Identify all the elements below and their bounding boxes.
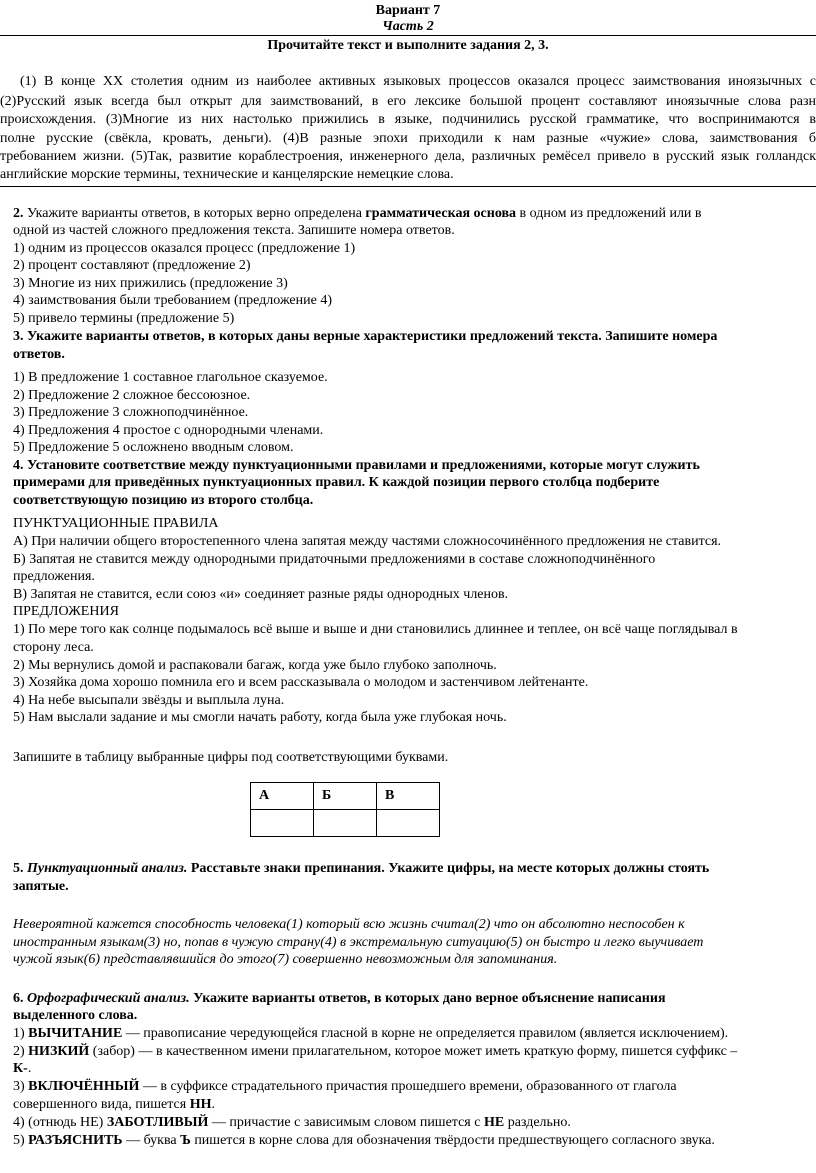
sentence-5: 5) Нам выслали задание и мы смогли начать работу, когда была уже глубокая ночь.: [13, 710, 507, 725]
task-6-option-4-text: — причастие с зависимым словом пишется с: [208, 1115, 484, 1130]
text-line-3: происхождения. (3)Многие из них настолько прижились в языке, подчинились русской грамматике, что воспринимаются в: [0, 112, 816, 127]
text-instruction: Прочитайте текст и выполните задания 2, 3.: [267, 38, 549, 53]
task-3-option-2: 2) Предложение 2 сложное бессоюзное.: [13, 388, 251, 403]
task-6-option-2-dot: .: [27, 1061, 32, 1076]
answer-table-header-row: [251, 783, 440, 810]
part-title: Часть 2: [382, 19, 434, 34]
task-5-text-line-2: иностранным языкам(3) но, попав в чужую страну(4) в экстремальную ситуацию(5) он быстро и легко выучивает: [13, 935, 704, 950]
text-line-6: английские морские термины, технические и канцелярские немецкие слова.: [0, 167, 454, 182]
task-6-option-3-cont-bold: НН: [189, 1097, 212, 1112]
answer-header-v: В: [377, 783, 440, 810]
task-6-title-line-1: [13, 990, 666, 1007]
task-2-intro-a: Укажите варианты ответов, в которых верно определена: [27, 206, 366, 221]
task-2-option-3: 3) Многие из них прижились (предложение 3): [13, 276, 288, 291]
task-6-option-5-text: — буква: [122, 1133, 181, 1148]
task-3-option-5: 5) Предложение 5 осложнено вводным словом.: [13, 440, 294, 455]
sentence-3: 3) Хозяйка дома хорошо помнила его и всем рассказывала о молодом и застенчивом лейтенанте.: [13, 675, 589, 690]
task-6-option-1-num: 1): [13, 1026, 29, 1041]
task-6-option-2-num: 2): [13, 1044, 29, 1059]
task-6-option-2-suffix: К-: [13, 1061, 28, 1076]
task-2-intro-c: в одном из предложений или в: [516, 206, 702, 221]
rules-heading: ПУНКТУАЦИОННЫЕ ПРАВИЛА: [13, 516, 219, 531]
task-6-option-4-end: раздельно.: [504, 1115, 571, 1130]
task-5-number: 5.: [13, 861, 24, 876]
task-2-option-2: 2) процент составляют (предложение 2): [13, 258, 251, 273]
answer-table-input-row: [251, 810, 440, 837]
sentences-heading: ПРЕДЛОЖЕНИЯ: [13, 604, 119, 619]
sentence-2: 2) Мы вернулись домой и распаковали багаж, когда уже было глубоко заполночь.: [13, 658, 497, 673]
task-6-option-5-word: РАЗЪЯСНИТЬ: [28, 1133, 123, 1148]
task-6-option-5-num: 5): [13, 1133, 29, 1148]
answer-cell-v[interactable]: [377, 810, 440, 837]
text-line-2: (2)Русский язык всегда был открыт для заимствований, в его лексике большой процент составляют иноязычные слова разн: [0, 94, 816, 109]
task-3-option-3: 3) Предложение 3 сложноподчинённое.: [13, 405, 249, 420]
task-3-option-1: 1) В предложение 1 составное глагольное сказуемое.: [13, 370, 328, 385]
task-6-option-4: [13, 1114, 571, 1131]
task-6-option-3-text: — в суффиксе страдательного причастия прошедшего времени, образованного от глагола: [139, 1079, 677, 1094]
task-6-option-3-cont-a: совершенного вида, пишется: [13, 1097, 190, 1112]
task-6-option-2-text: (забор) — в качественном имени прилагательном, которое может иметь краткую форму, пишется суффикс –: [89, 1044, 738, 1059]
answer-cell-b[interactable]: [314, 810, 377, 837]
task-6-option-5-letter: Ъ: [180, 1133, 191, 1148]
text-line-1: (1) В конце XX столетия одним из наиболее активных языковых процессов оказался процесс заимствования иноязычных с: [20, 74, 816, 89]
task-6-option-2: [13, 1043, 737, 1060]
task-2-intro-line-1: [13, 205, 702, 222]
task-6-title-line-2: выделенного слова.: [13, 1008, 138, 1023]
task-6-option-4-word: ЗАБОТЛИВЫЙ: [106, 1115, 209, 1130]
task-6-number: 6.: [13, 991, 24, 1006]
task-6-option-3: [13, 1078, 677, 1095]
sentence-1: 1) По мере того как солнце подымалось всё выше и выше и дни становились длиннее и теплее, он всё чаще поглядывал в: [13, 622, 738, 637]
answer-header-a: А: [251, 783, 314, 810]
task-6-option-1-word: ВЫЧИТАНИЕ: [28, 1026, 123, 1041]
text-line-5: требованием жизни. (5)Так, развитие кораблестроения, инженерного дела, различных ремёсел привело в русский язык голландск: [0, 149, 816, 164]
task-6-option-3-cont-dot: .: [211, 1097, 215, 1112]
task-5-title-line-2: запятые.: [13, 879, 69, 894]
task-2-option-4: 4) заимствования были требованием (предложение 4): [13, 293, 333, 308]
task-6-option-2-word: НИЗКИЙ: [28, 1044, 90, 1059]
task-6-option-1: [13, 1025, 728, 1042]
task-6-option-4-num: 4) (отнюдь НЕ): [13, 1115, 107, 1130]
answer-cell-a[interactable]: [251, 810, 314, 837]
task-6-option-3-num: 3): [13, 1079, 29, 1094]
table-note: Запишите в таблицу выбранные цифры под соответствующими буквами.: [13, 750, 449, 765]
divider-top: [0, 35, 816, 36]
task-6-option-2-cont: [13, 1060, 31, 1077]
task-3-title-line-2: ответов.: [13, 347, 65, 362]
task-6-instruction: Укажите варианты ответов, в которых дано верное объяснение написания: [189, 991, 666, 1006]
task-6-option-5: [13, 1132, 715, 1149]
divider-text: [0, 186, 816, 187]
task-5-title: Пунктуационный анализ.: [27, 861, 188, 876]
task-6-title: Орфографический анализ.: [27, 991, 190, 1006]
sentence-1-cont: сторону леса.: [13, 640, 94, 655]
task-2-option-1: 1) одним из процессов оказался процесс (предложение 1): [13, 241, 356, 256]
task-5-text-line-3: чужой язык(6) представлявшийся до этого(7) совершенно невозможным для запоминания.: [13, 952, 558, 967]
rule-b-cont: предложения.: [13, 569, 95, 584]
task-5-text-line-1: Невероятной кажется способность человека(1) который всю жизнь считал(2) что он абсолютно неспособен к: [13, 917, 685, 932]
task-6-option-3-cont: [13, 1096, 215, 1113]
sentence-4: 4) На небе высыпали звёзды и выплыла луна.: [13, 693, 285, 708]
task-6-option-4-ne: НЕ: [483, 1115, 505, 1130]
task-2-intro-line-2: одной из частей сложного предложения текста. Запишите номера ответов.: [13, 223, 455, 238]
task-4-title-line-3: соответствующую позицию из второго столбца.: [13, 493, 314, 508]
task-2-number: 2.: [13, 206, 24, 221]
rule-a: А) При наличии общего второстепенного члена запятая между частями сложносочинённого предложения не ставится.: [13, 534, 722, 549]
task-6-option-1-text: — правописание чередующейся гласной в корне не определяется правилом (является исключением).: [122, 1026, 729, 1041]
task-5-instruction: Расставьте знаки препинания. Укажите цифры, на месте которых должны стоять: [187, 861, 710, 876]
answer-header-b: Б: [314, 783, 377, 810]
rule-b: Б) Запятая не ставится между однородными придаточными предложениями в составе сложноподчинённого: [13, 552, 656, 567]
task-5-title-line-1: [13, 860, 709, 877]
task-6-option-5-end: пишется в корне слова для обозначения твёрдости предшествующего согласного звука.: [190, 1133, 715, 1148]
task-2-option-5: 5) привело термины (предложение 5): [13, 311, 235, 326]
task-6-option-3-word: ВКЛЮЧЁННЫЙ: [28, 1079, 140, 1094]
variant-title: Вариант 7: [375, 3, 441, 18]
task-2-intro-bold: грамматическая основа: [365, 206, 517, 221]
task-4-title-line-2: примерами для приведённых пунктуационных правил. К каждой позиции первого столбца подберите: [13, 475, 660, 490]
task-3-title-line-1: 3. Укажите варианты ответов, в которых даны верные характеристики предложений текста. Запишите номера: [13, 329, 718, 344]
task-4-title-line-1: 4. Установите соответствие между пунктуационными правилами и предложениями, которые могут служить: [13, 458, 700, 473]
rule-v: В) Запятая не ставится, если союз «и» соединяет разные ряды однородных членов.: [13, 587, 509, 602]
answer-table: [250, 782, 440, 837]
task-3-option-4: 4) Предложения 4 простое с однородными членами.: [13, 423, 324, 438]
text-line-4: полне русские (свёкла, кровать, деньги). (4)В разные эпохи приходили к нам разные «чужие» слова, заимствования б: [0, 131, 816, 146]
